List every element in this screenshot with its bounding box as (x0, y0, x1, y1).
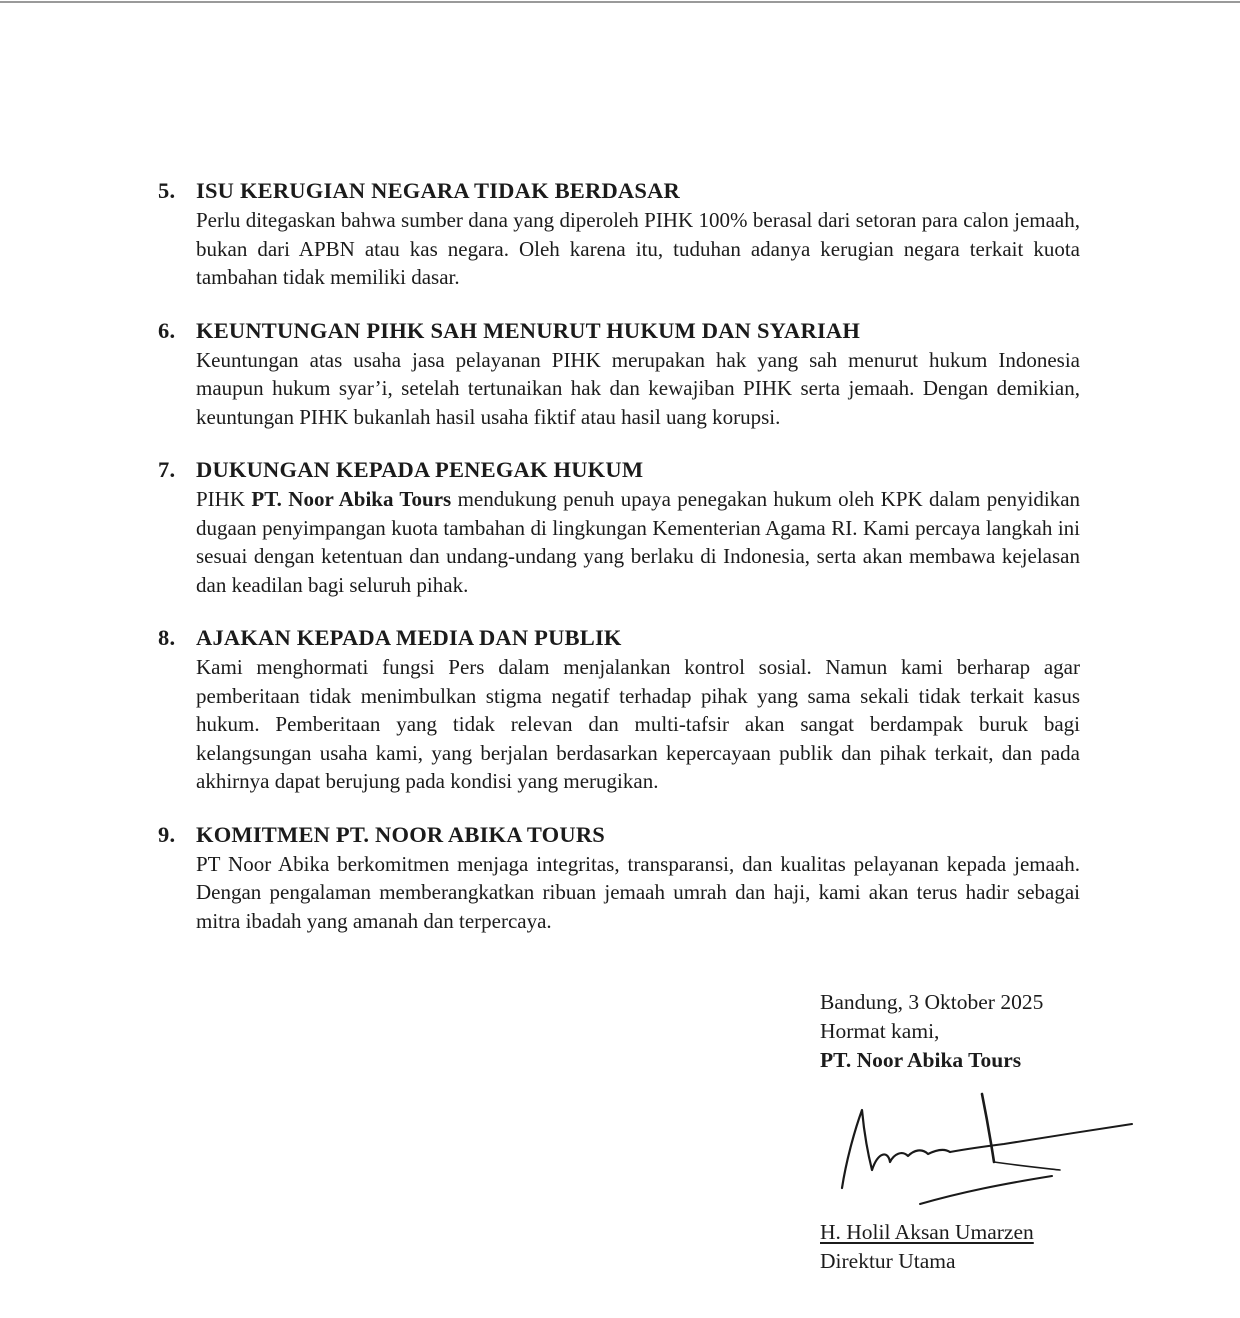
point-number: 5. (158, 178, 176, 203)
point-body: Keuntungan atas usaha jasa pelayanan PIHK merupakan hak yang sah menurut hukum Indonesia maupun hukum syar’i, setelah tertunaikan hak dan kewajiban PIHK serta jemaah. Dengan demikian, keuntungan PIHK bukanlah hasil usaha fiktif atau hasil uang korupsi. (196, 347, 1080, 429)
company-name-bold: PT. Noor Abika Tours (251, 487, 452, 511)
place-date: Bandung, 3 Oktober 2025 (820, 990, 1044, 1014)
point-title: DUKUNGAN KEPADA PENEGAK HUKUM (196, 457, 644, 482)
salutation: Hormat kami, (820, 1019, 940, 1043)
point-number: 9. (158, 821, 176, 847)
point-heading (158, 316, 1080, 346)
company-name: PT. Noor Abika Tours (820, 1048, 1022, 1072)
point-body-prefix: PIHK (196, 487, 246, 511)
point-heading (158, 820, 1080, 850)
point-9 (158, 820, 1080, 936)
point-number: 6. (158, 317, 176, 343)
point-title: KOMITMEN PT. NOOR ABIKA TOURS (196, 821, 605, 847)
point-body: PT Noor Abika berkomitmen menjaga integritas, transparansi, dan kualitas pelayanan kepada jemaah. Dengan pengalaman memberangkatkan ribuan jemaah umrah dan haji, kami akan terus hadir sebagai mitra ibadah yang amanah dan terpercaya. (196, 851, 1080, 933)
signer-title: Direktur Utama (820, 1249, 956, 1273)
point-5 (158, 176, 1080, 292)
point-6 (158, 316, 1080, 432)
point-heading (158, 176, 1080, 206)
top-scan-edge (0, 1, 1240, 3)
statement-points (158, 176, 1080, 959)
point-heading (158, 623, 1080, 653)
point-body: Kami menghormati fungsi Pers dalam menjalankan kontrol sosial. Namun kami berharap agar pemberitaan tidak menimbulkan stigma negatif terhadap pihak yang sama sekali tidak terkait kasus hukum. Pemberitaan yang tidak relevan dan multi-tafsir akan sangat berdampak buruk bagi kelangsungan usaha kami, yang berjalan berdasarkan kepercayaan publik dan pihak terkait, dan pada akhirnya dapat berujung pada kondisi yang merugikan. (196, 655, 1080, 793)
signer-block (820, 1218, 1034, 1276)
point-body-rest: mendukung penuh upaya penegakan hukum oleh KPK dalam penyidikan dugaan penyimpangan kuota tambahan di lingkungan Kementerian Agama RI. Kami percaya langkah ini sesuai dengan ketentuan dan undang-undang yang berlaku di Indonesia, serta akan membawa kejelasan dan keadilan bagi seluruh pihak. (196, 487, 1081, 597)
point-body: Perlu ditegaskan bahwa sumber dana yang diperoleh PIHK 100% berasal dari setoran para calon jemaah, bukan dari APBN atau kas negara. Oleh karena itu, tuduhan adanya kerugian negara terkait kuota tambahan tidak memiliki dasar. (196, 208, 1080, 289)
point-title: ISU KERUGIAN NEGARA TIDAK BERDASAR (196, 178, 680, 203)
point-heading (158, 455, 1080, 485)
point-title: AJAKAN KEPADA MEDIA DAN PUBLIK (196, 625, 622, 650)
point-title: KEUNTUNGAN PIHK SAH MENURUT HUKUM DAN SYARIAH (196, 317, 861, 343)
point-7 (158, 455, 1080, 599)
signer-name: H. Holil Aksan Umarzen (820, 1220, 1034, 1244)
point-8 (158, 623, 1080, 796)
point-number: 7. (158, 457, 176, 482)
handwritten-signature (832, 1092, 1142, 1212)
point-body (196, 485, 1080, 599)
closing-block (820, 988, 1150, 1075)
point-number: 8. (158, 625, 176, 650)
